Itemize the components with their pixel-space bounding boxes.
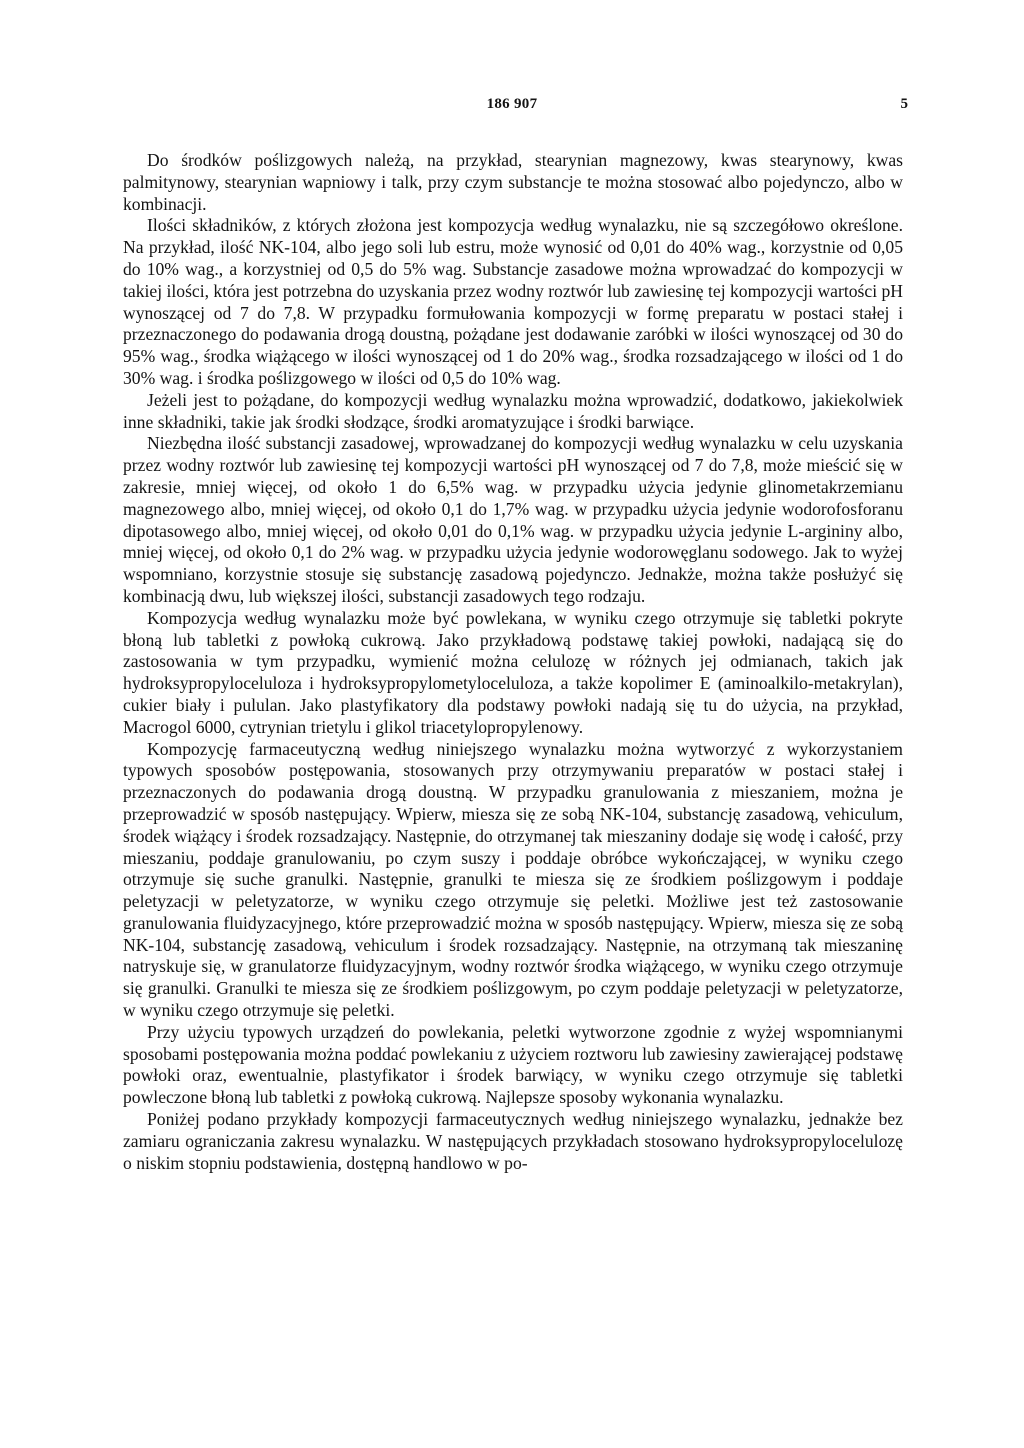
body-text [123, 150, 903, 1174]
paragraph-additional-ingredients: Jeżeli jest to pożądane, do kompozycji według wynalazku można wprowadzić, dodatkowo, jakiekolwiek inne składniki, takie jak środki słodzące, środki aromatyzujące i środki barwiące. [123, 389, 903, 432]
paragraph-coating-equipment: Przy użyciu typowych urządzeń do powlekania, peletki wytworzone zgodnie z wyżej wspomnianymi sposobami postępowania można poddać powlekaniu z użyciem roztworu lub zawiesiny zawierającej podstawę powłoki oraz, ewentualnie, plastyfikator i środek barwiący, w wyniku czego otrzymuje się tabletki powleczone błoną lub tabletki z powłoką cukrową. Najlepsze sposoby wykonania wynalazku. [123, 1021, 903, 1108]
paragraph-examples: Poniżej podano przykłady kompozycji farmaceutycznych według niniejszego wynalazku, jednakże bez zamiaru ograniczania zakresu wynalazku. W następujących przykładach stosowano hydroksypropylocelulozę o niskim stopniu podstawienia, dostępną handlowo w po- [123, 1109, 903, 1173]
paragraph-coating: Kompozycja według wynalazku może być powlekana, w wyniku czego otrzymuje się tabletki pokryte błoną lub tabletki z powłoką cukrową. Jako przykładową podstawę takiej powłoki, nadającą się do zastosowania w tym przypadku, wymienić można celulozę w różnych jej odmianach, takich jak hydroksypropyloceluloza i hydroksypropylometyloceluloza, a także kopolimer E (aminoalkilo-metakrylan), cukier biały i pululan. Jako plastyfikatory dla podstawy powłoki nadają się tu do użycia, na przykład, Macrogol 6000, cytrynian trietylu i glikol triacetylopropylenowy. [123, 607, 903, 737]
paragraph-lubricants: Do środków poślizgowych należą, na przykład, stearynian magnezowy, kwas stearynowy, kwas palmitynowy, stearynian wapniowy i talk, przy czym substancje te można stosować albo pojedynczo, albo w kombinacji. [123, 150, 903, 214]
paragraph-component-amounts: Ilości składników, z których złożona jest kompozycja według wynalazku, nie są szczegółowo określone. Na przykład, ilość NK-104, albo jego soli lub estru, może wynosić od 0,01 do 40% wag., korzystnie od 0,05 do 10% wag., a korzystniej od 0,5 do 5% wag. Substancje zasadowe można wprowadzać do kompozycji w takiej ilości, która jest potrzebna do uzyskania przez wodny roztwór lub zawiesinę tej kompozycji wartości pH wynoszącej od 7 do 7,8. W przypadku formułowania kompozycji w formę preparatu w postaci stałej i przeznaczonego do podawania drogą doustną, pożądane jest dodawanie zaróbki w ilości wynoszącej od 30 do 95% wag., środka wiążącego w ilości wynoszącej od 1 do 20% wag., środka rozsadzającego w ilości od 1 do 30% wag. i środka poślizgowego w ilości od 0,5 do 10% wag. [123, 215, 903, 388]
page-header [0, 96, 1024, 120]
paragraph-manufacturing: Kompozycję farmaceutyczną według niniejszego wynalazku można wytworzyć z wykorzystaniem typowych sposobów postępowania, stosowanych przy otrzymywaniu preparatów w postaci stałej i przeznaczonych do podawania drogą doustną. W przypadku granulowania z mieszaniem, można je przeprowadzić w sposób następujący. Wpierw, miesza się ze sobą NK-104, substancję zasadową, vehiculum, środek wiążący i środek rozsadzający. Następnie, do otrzymanej tak mieszaniny dodaje się wodę i całość, przy mieszaniu, poddaje granulowaniu, po czym suszy i poddaje obróbce wykończającej, w wyniku czego otrzymuje się suche granulki. Następnie, granulki te miesza się ze środkiem poślizgowym i poddaje peletyzacji w peletyzatorze, w wyniku czego otrzymuje się peletki. Możliwe jest też zastosowanie granulowania fluidyzacyjnego, które przeprowadzić można w sposób następujący. Wpierw, miesza się ze sobą NK-104, substancję zasadową, vehiculum i środek rozsadzający. Następnie, na otrzymaną tak mieszaninę natryskuje się, w granulatorze fluidyzacyjnym, wodny roztwór środka wiążącego, w wyniku czego otrzymuje się granulki. Granulki te miesza się ze środkiem poślizgowym, po czym poddaje peletyzacji w peletyzatorze, w wyniku czego otrzymuje się peletki. [123, 738, 903, 1021]
paragraph-basic-substance-amount: Niezbędna ilość substancji zasadowej, wprowadzanej do kompozycji według wynalazku w celu uzyskania przez wodny roztwór lub zawiesinę tej kompozycji wartości pH wynoszącej od 7 do 7,8, może mieścić się w zakresie, mniej więcej, od około 1 do 6,5% wag. w przypadku użycia jedynie glinometakrzemianu magnezowego albo, mniej więcej, od około 0,1 do 1,7% wag. w przypadku użycia jedynie wodorofosforanu dipotasowego albo, mniej więcej, od około 0,01 do 0,1% wag. w przypadku użycia jedynie L-argininy albo, mniej więcej, od około 0,1 do 2% wag. w przypadku użycia jedynie wodorowęglanu sodowego. Jak to wyżej wspomniano, korzystnie stosuje się substancję zasadową pojedynczo. Jednakże, można także posłużyć się kombinacją dwu, lub większej ilości, substancji zasadowych tego rodzaju. [123, 433, 903, 606]
patent-number: 186 907 [486, 96, 538, 112]
page-number: 5 [900, 96, 908, 112]
